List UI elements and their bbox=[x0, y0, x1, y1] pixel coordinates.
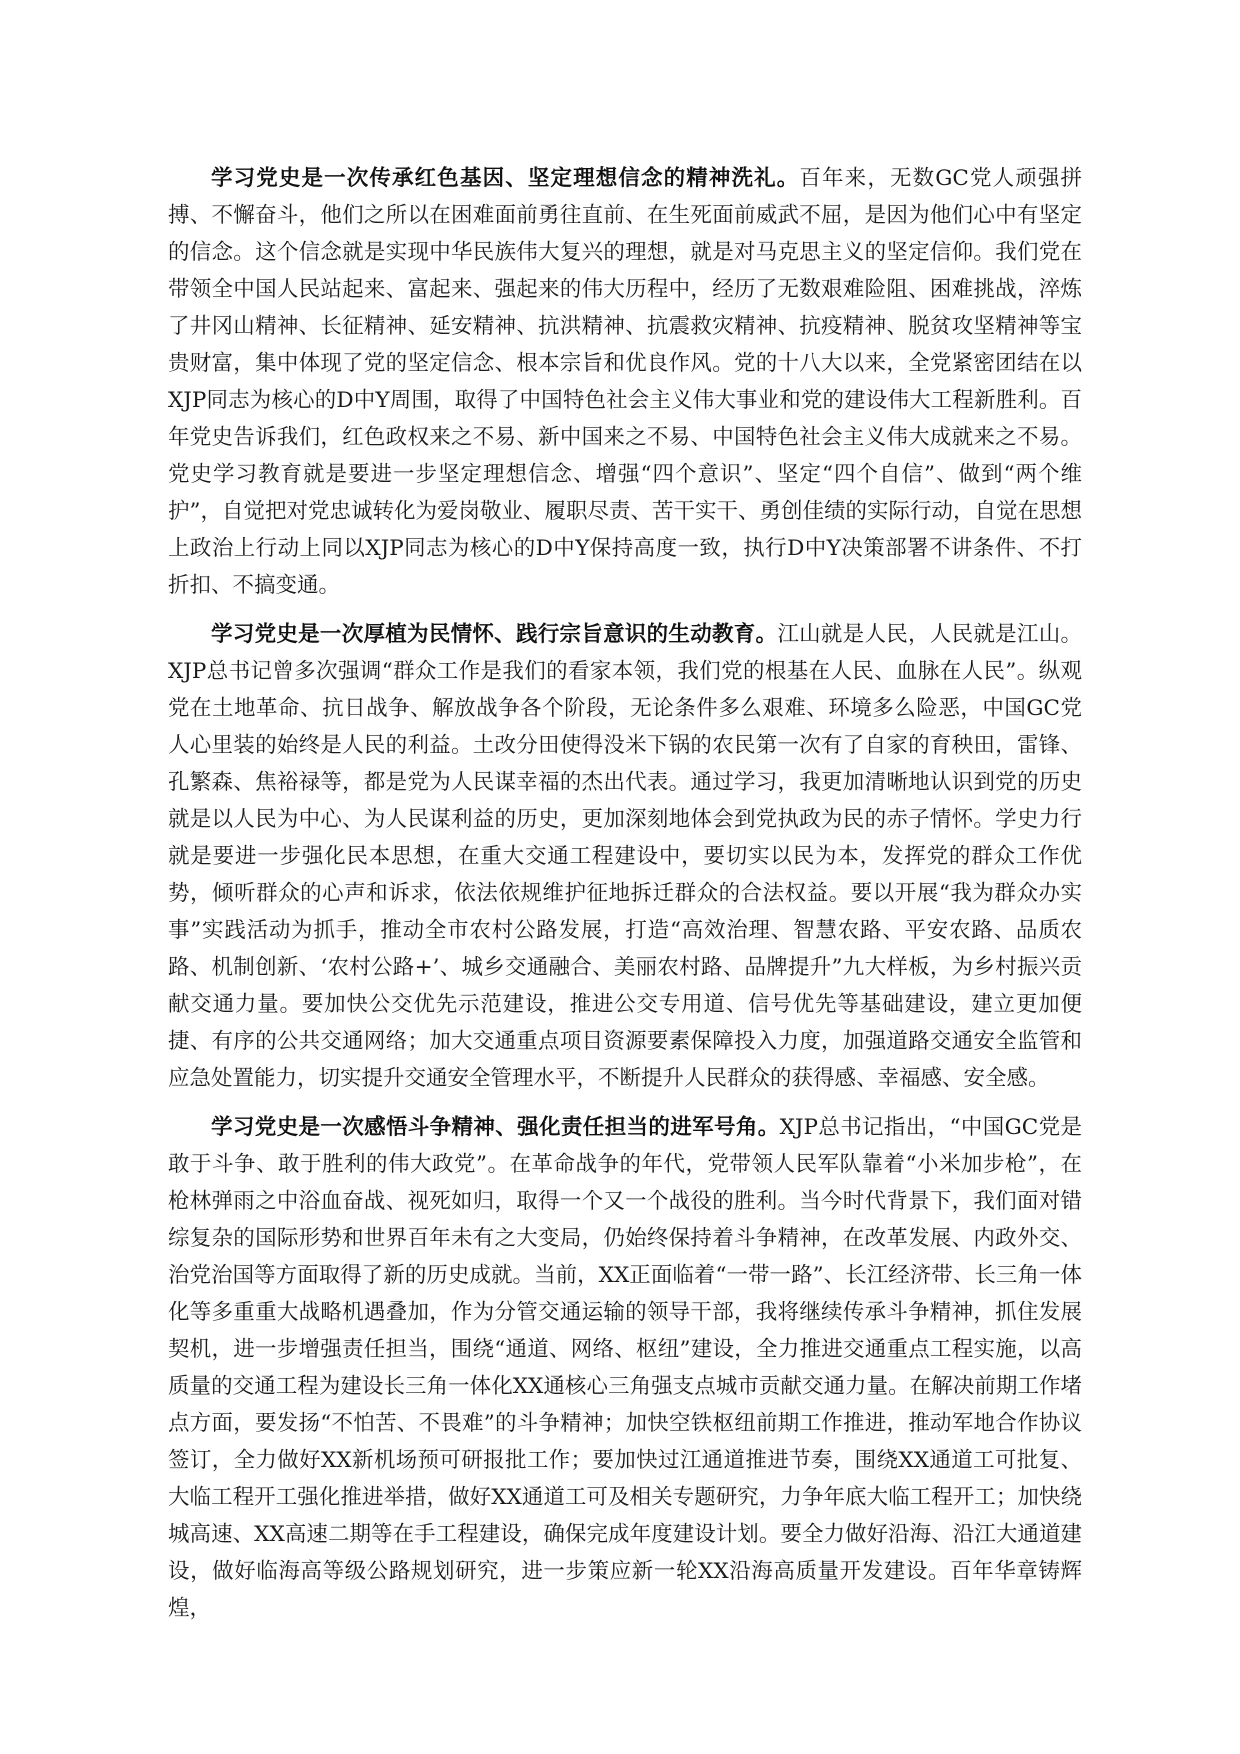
paragraph-lead: 学习党史是一次厚植为民情怀、践行宗旨意识的生动教育。 bbox=[211, 622, 778, 647]
paragraph-struggle-spirit bbox=[168, 1109, 1082, 1627]
paragraph-body: 百年来，无数GC党人顽强拼搏、不懈奋斗，他们之所以在困难面前勇往直前、在生死面前威武不屈，是因为他们心中有坚定的信念。这个信念就是实现中华民族伟大复兴的理想，就是对马克思主义的坚定信仰。我们党在带领全中国人民站起来、富起来、强起来的伟大历程中，经历了无数艰难险阻、困难挑战，淬炼了井冈山精神、长征精神、延安精神、抗洪精神、抗震救灾精神、抗疫精神、脱贫攻坚精神等宝贵财富，集中体现了党的坚定信念、根本宗旨和优良作风。党的十八大以来，全党紧密团结在以XJP同志为核心的D中Y周围，取得了中国特色社会主义伟大事业和党的建设伟大工程新胜利。百年党史告诉我们，红色政权来之不易、新中国来之不易、中国特色社会主义伟大成就来之不易。党史学习教育就是要进一步坚定理想信念、增强“四个意识”、坚定“四个自信”、做到“两个维护”，自觉把对党忠诚转化为爱岗敬业、履职尽责、苦干实干、勇创佳绩的实际行动，自觉在思想上政治上行动上同以XJP同志为核心的D中Y保持高度一致，执行D中Y决策部署不讲条件、不打折扣、不搞变通。 bbox=[168, 166, 1082, 598]
paragraph-people-first bbox=[168, 616, 1082, 1097]
paragraph-body: XJP总书记指出，“中国GC党是敢于斗争、敢于胜利的伟大政党”。在革命战争的年代，党带领人民军队靠着“小米加步枪”，在枪林弹雨之中浴血奋战、视死如归，取得一个又一个战役的胜利。当今时代背景下，我们面对错综复杂的国际形势和世界百年未有之大变局，仍始终保持着斗争精神，在改革发展、内政外交、治党治国等方面取得了新的历史成就。当前，XX正面临着“一带一路”、长江经济带、长三角一体化等多重重大战略机遇叠加，作为分管交通运输的领导干部，我将继续传承斗争精神，抓住发展契机，进一步增强责任担当，围绕“通道、网络、枢纽”建设，全力推进交通重点工程实施，以高质量的交通工程为建设长三角一体化XX通核心三角强支点城市贡献交通力量。在解决前期工作堵点方面，要发扬“不怕苦、不畏难”的斗争精神；加快空铁枢纽前期工作推进，推动军地合作协议签订，全力做好XX新机场预可研报批工作；要加快过江通道推进节奏，围绕XX通道工可批复、大临工程开工强化推进举措，做好XX通道工可及相关专题研究，力争年底大临工程开工；加快绕城高速、XX高速二期等在手工程建设，确保完成年度建设计划。要全力做好沿海、沿江大通道建设，做好临海高等级公路规划研究，进一步策应新一轮XX沿海高质量开发建设。百年华章铸辉煌， bbox=[168, 1115, 1082, 1621]
paragraph-lead: 学习党史是一次感悟斗争精神、强化责任担当的进军号角。 bbox=[211, 1115, 780, 1140]
paragraph-body: 江山就是人民，人民就是江山。XJP总书记曾多次强调“群众工作是我们的看家本领，我们党的根基在人民、血脉在人民”。纵观党在土地革命、抗日战争、解放战争各个阶段，无论条件多么艰难、环境多么险恶，中国GC党人心里装的始终是人民的利益。土改分田使得没米下锅的农民第一次有了自家的育秧田，雷锋、孔繁森、焦裕禄等，都是党为人民谋幸福的杰出代表。通过学习，我更加清晰地认识到党的历史就是以人民为中心、为人民谋利益的历史，更加深刻地体会到党执政为民的赤子情怀。学史力行就是要进一步强化民本思想，在重大交通工程建设中，要切实以民为本，发挥党的群众工作优势，倾听群众的心声和诉求，依法依规维护征地拆迁群众的合法权益。要以开展“我为群众办实事”实践活动为抓手，推动全市农村公路发展，打造“高效治理、智慧农路、平安农路、品质农路、机制创新、‘农村公路+’、城乡交通融合、美丽农村路、品牌提升”九大样板，为乡村振兴贡献交通力量。要加快公交优先示范建设，推进公交专用道、信号优先等基础建设，建立更加便捷、有序的公共交通网络；加大交通重点项目资源要素保障投入力度，加强道路交通安全监管和应急处置能力，切实提升交通安全管理水平，不断提升人民群众的获得感、幸福感、安全感。 bbox=[168, 622, 1082, 1091]
paragraph-lead: 学习党史是一次传承红色基因、坚定理想信念的精神洗礼。 bbox=[211, 166, 800, 191]
document-page bbox=[168, 160, 1082, 1639]
paragraph-red-gene bbox=[168, 160, 1082, 604]
